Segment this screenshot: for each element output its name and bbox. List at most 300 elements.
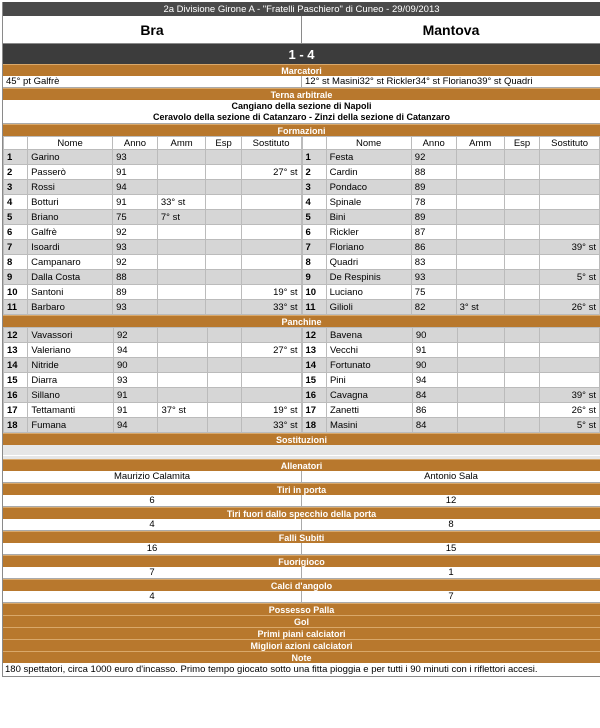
player-red <box>504 165 539 180</box>
player-name: Briano <box>28 210 113 225</box>
teams-header <box>3 16 600 44</box>
header-sostituto: Sostituto <box>540 137 600 150</box>
tiri-fuori-row <box>3 519 600 531</box>
player-red <box>206 255 241 270</box>
player-yellow <box>456 270 504 285</box>
player-yellow <box>457 418 505 433</box>
player-yellow <box>456 225 504 240</box>
table-row <box>302 358 600 373</box>
player-sub <box>241 210 301 225</box>
player-year: 84 <box>412 388 457 403</box>
table-row <box>302 373 600 388</box>
player-sub <box>540 328 600 343</box>
player-year: 90 <box>412 358 457 373</box>
player-number: 11 <box>4 300 28 315</box>
player-name: Rickler <box>326 225 411 240</box>
home-scorers: 45° pt Galfrè <box>3 76 302 87</box>
header-nome: Nome <box>326 137 411 150</box>
match-title: 2a Divisione Girone A - "Fratelli Paschiero" di Cuneo - 29/09/2013 <box>3 2 600 16</box>
player-number: 15 <box>302 373 326 388</box>
player-name: Cardin <box>326 165 411 180</box>
player-year: 94 <box>114 418 158 433</box>
player-yellow <box>456 165 504 180</box>
player-number: 4 <box>4 195 28 210</box>
header-esp: Esp <box>206 137 241 150</box>
player-sub <box>540 255 600 270</box>
table-row <box>4 150 302 165</box>
away-formazione-table <box>302 136 600 315</box>
player-year: 89 <box>113 285 158 300</box>
player-year: 89 <box>411 180 456 195</box>
player-yellow <box>157 240 206 255</box>
player-number: 7 <box>302 240 326 255</box>
player-red <box>207 418 241 433</box>
player-name: Fumana <box>28 418 114 433</box>
section-primi-piani: Primi piani calciatori <box>3 627 600 639</box>
player-number: 4 <box>302 195 326 210</box>
table-row <box>4 358 302 373</box>
player-sub: 27° st <box>241 165 301 180</box>
table-row <box>4 180 302 195</box>
section-tiri-porta: Tiri in porta <box>3 483 600 495</box>
player-year: 92 <box>411 150 456 165</box>
home-formazione-table <box>3 136 302 315</box>
player-yellow <box>157 225 206 240</box>
player-sub <box>540 195 600 210</box>
player-name: Spinale <box>326 195 411 210</box>
player-name: Santoni <box>28 285 113 300</box>
calci-angolo-row <box>3 591 600 603</box>
home-corners: 4 <box>3 591 302 602</box>
player-name: Barbaro <box>28 300 113 315</box>
table-row <box>4 210 302 225</box>
player-number: 11 <box>302 300 326 315</box>
player-sub <box>241 255 301 270</box>
away-coach: Antonio Sala <box>302 471 600 482</box>
section-formazioni: Formazioni <box>3 124 600 136</box>
table-row <box>4 285 302 300</box>
player-sub <box>540 225 600 240</box>
home-panchina-table <box>3 327 302 433</box>
player-number: 8 <box>4 255 28 270</box>
table-row <box>4 388 302 403</box>
player-name: Tettamanti <box>28 403 114 418</box>
home-shots-on-target: 6 <box>3 495 302 506</box>
player-year: 92 <box>113 255 158 270</box>
player-year: 91 <box>113 195 158 210</box>
player-sub <box>540 285 600 300</box>
player-year: 83 <box>411 255 456 270</box>
header-number <box>302 137 326 150</box>
player-red <box>504 270 539 285</box>
player-red <box>206 180 241 195</box>
player-sub <box>540 165 600 180</box>
home-fouls: 16 <box>3 543 302 554</box>
player-yellow <box>158 418 207 433</box>
player-yellow <box>457 343 505 358</box>
player-yellow: 33° st <box>157 195 206 210</box>
home-offsides: 7 <box>3 567 302 578</box>
section-marcatori: Marcatori <box>3 64 600 76</box>
section-note: Note <box>3 651 600 663</box>
away-fouls: 15 <box>302 543 600 554</box>
player-name: Masini <box>326 418 412 433</box>
section-migliori: Migliori azioni calciatori <box>3 639 600 651</box>
player-sub: 39° st <box>540 388 600 403</box>
match-report <box>2 2 600 677</box>
player-year: 91 <box>113 165 158 180</box>
player-red <box>505 358 540 373</box>
player-sub <box>242 388 301 403</box>
player-red <box>505 418 540 433</box>
player-number: 1 <box>302 150 326 165</box>
player-name: Festa <box>326 150 411 165</box>
player-name: Nitride <box>28 358 114 373</box>
referee-assistants: Ceravolo della sezione di Catanzaro - Zinzi della sezione di Catanzaro <box>153 112 450 123</box>
player-red <box>206 270 241 285</box>
player-year: 94 <box>412 373 457 388</box>
player-number: 9 <box>4 270 28 285</box>
player-yellow <box>157 255 206 270</box>
player-yellow <box>157 165 206 180</box>
player-name: Galfrè <box>28 225 113 240</box>
player-number: 10 <box>4 285 28 300</box>
table-row <box>302 388 600 403</box>
falli-row <box>3 543 600 555</box>
player-red <box>207 358 241 373</box>
player-number: 17 <box>302 403 326 418</box>
away-shots-on-target: 12 <box>302 495 600 506</box>
player-name: Quadri <box>326 255 411 270</box>
player-yellow <box>158 328 207 343</box>
player-yellow <box>457 388 505 403</box>
section-sostituzioni: Sostituzioni <box>3 433 600 445</box>
player-number: 6 <box>302 225 326 240</box>
player-yellow: 3° st <box>456 300 504 315</box>
allenatori-row <box>3 471 600 483</box>
table-row <box>4 270 302 285</box>
player-name: Bini <box>326 210 411 225</box>
player-red <box>504 225 539 240</box>
marcatori-row <box>3 76 600 88</box>
player-name: Dalla Costa <box>28 270 113 285</box>
player-year: 94 <box>113 180 158 195</box>
player-sub <box>242 373 301 388</box>
table-row <box>4 328 302 343</box>
player-red <box>504 210 539 225</box>
header-amm: Amm <box>456 137 504 150</box>
player-sub: 5° st <box>540 270 600 285</box>
player-number: 16 <box>302 388 326 403</box>
player-red <box>206 210 241 225</box>
fuorigioco-row <box>3 567 600 579</box>
away-scorers: 12° st Masini32° st Rickler34° st Floriano39° st Quadri <box>302 76 600 87</box>
player-red <box>504 300 539 315</box>
table-row <box>4 300 302 315</box>
player-name: Diarra <box>28 373 114 388</box>
final-score: 1 - 4 <box>3 44 600 64</box>
player-name: Isoardi <box>28 240 113 255</box>
player-yellow <box>456 240 504 255</box>
player-red <box>504 180 539 195</box>
player-year: 88 <box>411 165 456 180</box>
player-name: Vavassori <box>28 328 114 343</box>
player-number: 14 <box>4 358 28 373</box>
player-red <box>505 403 540 418</box>
section-calci-angolo: Calci d'angolo <box>3 579 600 591</box>
table-row <box>4 373 302 388</box>
player-red <box>206 300 241 315</box>
player-name: Garino <box>28 150 113 165</box>
player-number: 3 <box>302 180 326 195</box>
player-year: 93 <box>113 150 158 165</box>
player-red <box>207 388 241 403</box>
player-red <box>207 328 241 343</box>
player-number: 2 <box>302 165 326 180</box>
player-sub: 26° st <box>540 403 600 418</box>
player-year: 91 <box>114 388 158 403</box>
player-year: 87 <box>411 225 456 240</box>
header-nome: Nome <box>28 137 113 150</box>
header-anno: Anno <box>113 137 158 150</box>
player-yellow <box>457 373 505 388</box>
player-sub: 27° st <box>242 343 301 358</box>
table-row <box>302 403 600 418</box>
table-row <box>302 270 600 285</box>
player-red <box>206 195 241 210</box>
table-row <box>302 343 600 358</box>
player-year: 92 <box>114 328 158 343</box>
player-red <box>207 403 241 418</box>
player-name: Sillano <box>28 388 114 403</box>
player-yellow <box>456 210 504 225</box>
tiri-porta-row <box>3 495 600 507</box>
player-number: 1 <box>4 150 28 165</box>
player-year: 78 <box>411 195 456 210</box>
player-yellow <box>457 358 505 373</box>
player-sub <box>241 180 301 195</box>
table-row <box>4 225 302 240</box>
player-sub: 33° st <box>241 300 301 315</box>
player-yellow <box>157 285 206 300</box>
player-number: 5 <box>302 210 326 225</box>
player-year: 93 <box>113 240 158 255</box>
player-red <box>504 195 539 210</box>
table-row <box>4 418 302 433</box>
player-year: 89 <box>411 210 456 225</box>
sostituzioni-empty <box>3 445 600 456</box>
player-yellow <box>456 150 504 165</box>
player-year: 88 <box>113 270 158 285</box>
section-terna: Terna arbitrale <box>3 88 600 100</box>
table-row <box>302 255 600 270</box>
player-number: 8 <box>302 255 326 270</box>
player-red <box>505 388 540 403</box>
player-sub <box>540 373 600 388</box>
player-year: 75 <box>411 285 456 300</box>
player-red <box>206 165 241 180</box>
player-number: 10 <box>302 285 326 300</box>
player-name: Valeriano <box>28 343 114 358</box>
player-yellow <box>456 195 504 210</box>
table-row <box>302 210 600 225</box>
player-year: 84 <box>412 418 457 433</box>
player-red <box>504 285 539 300</box>
player-red <box>504 240 539 255</box>
player-sub: 19° st <box>241 285 301 300</box>
player-year: 75 <box>113 210 158 225</box>
player-yellow: 7° st <box>157 210 206 225</box>
player-red <box>206 240 241 255</box>
player-yellow <box>158 358 207 373</box>
player-name: Pondaco <box>326 180 411 195</box>
player-yellow: 37° st <box>158 403 207 418</box>
table-row <box>302 195 600 210</box>
player-number: 18 <box>4 418 28 433</box>
table-row <box>4 403 302 418</box>
player-number: 5 <box>4 210 28 225</box>
section-gol: Gol <box>3 615 600 627</box>
player-sub <box>241 195 301 210</box>
referee-main: Cangiano della sezione di Napoli <box>231 101 371 112</box>
player-number: 15 <box>4 373 28 388</box>
player-number: 18 <box>302 418 326 433</box>
player-name: Gilioli <box>326 300 411 315</box>
table-row <box>302 240 600 255</box>
table-row <box>4 255 302 270</box>
player-sub <box>540 180 600 195</box>
table-row <box>302 150 600 165</box>
header-esp: Esp <box>504 137 539 150</box>
player-name: Fortunato <box>326 358 412 373</box>
away-offsides: 1 <box>302 567 600 578</box>
player-red <box>206 150 241 165</box>
table-row <box>302 418 600 433</box>
header-number <box>4 137 28 150</box>
player-name: Vecchi <box>326 343 412 358</box>
player-year: 86 <box>412 403 457 418</box>
player-red <box>504 150 539 165</box>
player-number: 16 <box>4 388 28 403</box>
section-allenatori: Allenatori <box>3 459 600 471</box>
player-number: 6 <box>4 225 28 240</box>
player-sub <box>540 358 600 373</box>
player-yellow <box>158 373 207 388</box>
header-amm: Amm <box>157 137 206 150</box>
player-name: Floriano <box>326 240 411 255</box>
player-year: 94 <box>114 343 158 358</box>
player-sub <box>540 343 600 358</box>
player-year: 82 <box>411 300 456 315</box>
referees <box>3 100 600 124</box>
home-team-name: Bra <box>3 16 302 43</box>
player-sub: 26° st <box>540 300 600 315</box>
player-yellow <box>457 328 505 343</box>
table-row <box>4 343 302 358</box>
player-number: 2 <box>4 165 28 180</box>
player-sub <box>241 150 301 165</box>
player-name: Campanaro <box>28 255 113 270</box>
player-name: De Respinis <box>326 270 411 285</box>
player-yellow <box>157 180 206 195</box>
player-yellow <box>157 300 206 315</box>
player-yellow <box>157 270 206 285</box>
player-year: 90 <box>114 358 158 373</box>
player-year: 90 <box>412 328 457 343</box>
player-number: 12 <box>4 328 28 343</box>
player-yellow <box>158 388 207 403</box>
away-team-name: Mantova <box>302 16 600 43</box>
player-sub <box>241 270 301 285</box>
table-row <box>4 240 302 255</box>
player-sub <box>241 240 301 255</box>
section-possesso: Possesso Palla <box>3 603 600 615</box>
home-shots-off-target: 4 <box>3 519 302 530</box>
section-panchine: Panchine <box>3 315 600 327</box>
table-row <box>302 225 600 240</box>
player-red <box>505 343 540 358</box>
section-tiri-fuori: Tiri fuori dallo specchio della porta <box>3 507 600 519</box>
player-number: 9 <box>302 270 326 285</box>
player-name: Botturi <box>28 195 113 210</box>
player-name: Pini <box>326 373 412 388</box>
player-yellow <box>456 285 504 300</box>
away-corners: 7 <box>302 591 600 602</box>
table-row <box>4 195 302 210</box>
player-name: Luciano <box>326 285 411 300</box>
player-yellow <box>158 343 207 358</box>
player-number: 3 <box>4 180 28 195</box>
player-year: 93 <box>114 373 158 388</box>
player-year: 91 <box>114 403 158 418</box>
player-name: Cavagna <box>326 388 412 403</box>
player-sub <box>540 210 600 225</box>
player-year: 91 <box>412 343 457 358</box>
player-name: Passerò <box>28 165 113 180</box>
table-row <box>302 328 600 343</box>
player-number: 14 <box>302 358 326 373</box>
player-number: 13 <box>4 343 28 358</box>
player-sub: 39° st <box>540 240 600 255</box>
header-sostituto: Sostituto <box>241 137 301 150</box>
player-yellow <box>457 403 505 418</box>
player-name: Zanetti <box>326 403 412 418</box>
player-number: 7 <box>4 240 28 255</box>
player-sub <box>540 150 600 165</box>
player-year: 86 <box>411 240 456 255</box>
player-sub: 19° st <box>242 403 301 418</box>
section-falli: Falli Subiti <box>3 531 600 543</box>
player-red <box>207 373 241 388</box>
player-red <box>504 255 539 270</box>
player-red <box>206 225 241 240</box>
table-header <box>302 137 600 150</box>
table-row <box>4 165 302 180</box>
player-sub <box>241 225 301 240</box>
player-number: 17 <box>4 403 28 418</box>
player-number: 13 <box>302 343 326 358</box>
panchine-tables <box>3 327 600 433</box>
player-yellow <box>456 180 504 195</box>
formazioni-tables <box>3 136 600 315</box>
table-row <box>302 180 600 195</box>
table-row <box>302 285 600 300</box>
player-yellow <box>157 150 206 165</box>
player-red <box>207 343 241 358</box>
player-yellow <box>456 255 504 270</box>
player-sub <box>242 328 301 343</box>
player-year: 93 <box>113 300 158 315</box>
